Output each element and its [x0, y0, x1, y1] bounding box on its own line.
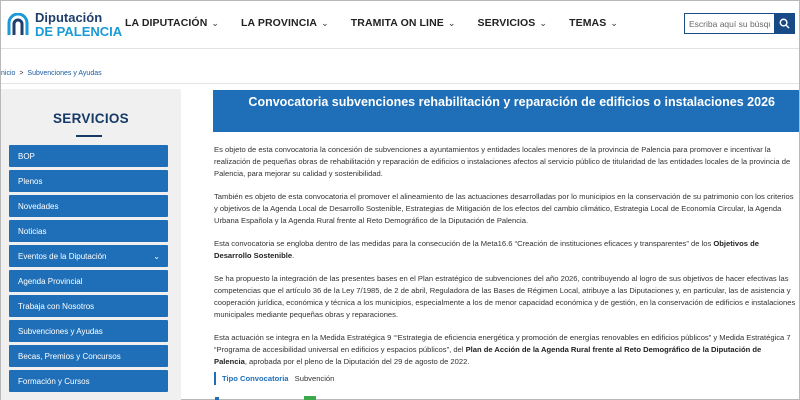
- sidebar: [1, 89, 181, 400]
- sidebar-item-label: Novedades: [18, 201, 59, 211]
- sidebar-item-label: Trabaja con Nosotros: [18, 301, 95, 311]
- nav-item-label: TEMAS: [569, 17, 607, 29]
- sidebar-item-agenda-provincial[interactable]: [9, 270, 168, 292]
- sidebar-item-label: Formación y Cursos: [18, 376, 90, 386]
- article-body: [214, 144, 796, 379]
- nav-item-servicios[interactable]: [478, 17, 548, 29]
- nav-item-label: SERVICIOS: [477, 17, 536, 29]
- chevron-down-icon: ⌄: [211, 17, 220, 28]
- search-input[interactable]: [684, 13, 774, 34]
- nav-item-tramita-on-line[interactable]: [351, 17, 456, 29]
- meta-label: Tipo Convocatoria: [222, 374, 289, 383]
- sidebar-item-plenos[interactable]: [9, 170, 168, 192]
- sidebar-item-noticias[interactable]: [9, 220, 168, 242]
- paragraph: [214, 238, 796, 262]
- nav-item-la-provincia[interactable]: [241, 17, 329, 29]
- chevron-down-icon: ⌄: [321, 17, 329, 28]
- sidebar-item-bop[interactable]: [9, 145, 168, 167]
- paragraph-text: Esta actuación se integra en la Medida Estratégica 9 ‘“Estrategia de eficiencia energética y promoción de energías renovables en edificios públicos” y Medida Estratégica 7 “Programa de accesibilidad universal en edificios y espacios públicos”, del: [214, 333, 791, 354]
- search-icon: [779, 18, 790, 29]
- paragraph-text: .: [292, 251, 295, 260]
- sidebar-item-trabaja-con-nosotros[interactable]: [9, 295, 168, 317]
- breadcrumb-home-link[interactable]: nicio: [1, 70, 16, 77]
- sidebar-item-label: Eventos de la Diputación: [18, 251, 107, 261]
- search-button[interactable]: [774, 13, 795, 34]
- chevron-down-icon: ⌄: [539, 17, 548, 28]
- paragraph: [214, 332, 796, 368]
- sidebar-title: SERVICIOS: [53, 111, 129, 126]
- sidebar-item-eventos[interactable]: [9, 245, 168, 267]
- sidebar-item-label: Becas, Premios y Concursos: [18, 351, 121, 361]
- sidebar-item-label: Noticias: [18, 226, 47, 236]
- paragraph-text: , aprobada por el pleno de la Diputación del 29 de agosto de 2022.: [244, 357, 470, 366]
- sidebar-item-subvenciones[interactable]: [9, 320, 168, 342]
- divider: [1, 83, 799, 84]
- sidebar-item-formacion[interactable]: [9, 370, 168, 392]
- sidebar-item-becas[interactable]: [9, 345, 168, 367]
- chevron-down-icon: ⌄: [610, 17, 618, 28]
- agenda-rural-link[interactable]: Plan de Acción de la Agenda Rural frente al Reto Demográfico de la Diputación de Palencia: [214, 345, 762, 366]
- badge-icon: [304, 396, 316, 400]
- logo-subtitle: DE PALENCIA: [35, 24, 123, 39]
- ods-link[interactable]: Objetivos de Desarrollo Sostenible: [214, 239, 759, 260]
- convocatoria-type: [214, 372, 334, 385]
- paragraph: Es objeto de esta convocatoria la concesión de subvenciones a ayuntamientos y entidades locales menores de la provincia de Palencia para promover e incentivar la realización de pequeñas obras de rehabilitación y reparación de edificios o instalaciones afectos al servicio público de titularidad de las entidades locales de la provincia de Palencia, para mejorar su calidad y sostenibilidad.: [214, 145, 791, 178]
- sidebar-menu: [9, 145, 168, 395]
- site-logo[interactable]: [7, 8, 122, 42]
- sidebar-item-label: Plenos: [18, 176, 43, 186]
- main-nav: [125, 1, 640, 45]
- breadcrumb: [1, 70, 102, 77]
- sidebar-item-label: BOP: [18, 151, 35, 161]
- paragraph: También es objeto de esta convocatoria el promover el alineamiento de las actuaciones desarrolladas por lo municipios en la conservación de su patrimonio con los criterios y objetivos de la Agenda Local de Desarrollo Sostenible, Estrategias de Mitigación de los efectos del cambio climático, Estrategia Local de Economía Circular, la Agenda Urbana Española y la Agenda Rural frente al Reto Demográfico de la Diputación de Palencia.: [214, 192, 794, 225]
- paragraph-text: Esta convocatoria se engloba dentro de las medidas para la consecución de la Meta16.6 “Creación de instituciones eficaces y transparentes” de los: [214, 239, 714, 248]
- chevron-down-icon[interactable]: ⌄: [153, 251, 160, 261]
- sidebar-item-novedades[interactable]: [9, 195, 168, 217]
- nav-item-temas[interactable]: [569, 17, 618, 29]
- breadcrumb-separator: >: [19, 70, 24, 77]
- nav-item-label: TRAMITA ON LINE: [350, 17, 444, 29]
- nav-item-label: LA DIPUTACIÓN: [125, 17, 208, 29]
- site-header: [1, 1, 799, 49]
- nav-item-la-diputacion[interactable]: [125, 17, 219, 29]
- breadcrumb-current-link[interactable]: Subvenciones y Ayudas: [27, 70, 102, 77]
- page-title: Convocatoria subvenciones rehabilitación y reparación de edificios o instalaciones 2026: [213, 90, 799, 132]
- paragraph: Se ha propuesto la integración de las presentes bases en el Plan estratégico de subvenciones del año 2026, contribuyendo al logro de sus objetivos de hacer efectivas las competencias que el artículo 36 de la Ley 7/1985, de 2 de abril, Reguladora de las Bases de Régimen Local, atribuye a las Diputaciones y, en particular, las de asistencia y cooperación jurídica, económica y técnica a los municipios, especialmente a los de menor capacidad económica y de gestión, en la conservación de edificios e instalaciones municipales mediante pequeñas obras y reparaciones.: [214, 274, 796, 319]
- sidebar-title-underline: [76, 135, 102, 137]
- sidebar-item-label: Agenda Provincial: [18, 276, 83, 286]
- logo-title: Diputación: [35, 10, 103, 25]
- sidebar-item-label: Subvenciones y Ayudas: [18, 326, 103, 336]
- meta-value: Subvención: [294, 374, 335, 383]
- nav-item-label: LA PROVINCIA: [241, 17, 318, 29]
- logo-icon: [7, 13, 29, 37]
- chevron-down-icon: ⌄: [447, 17, 456, 28]
